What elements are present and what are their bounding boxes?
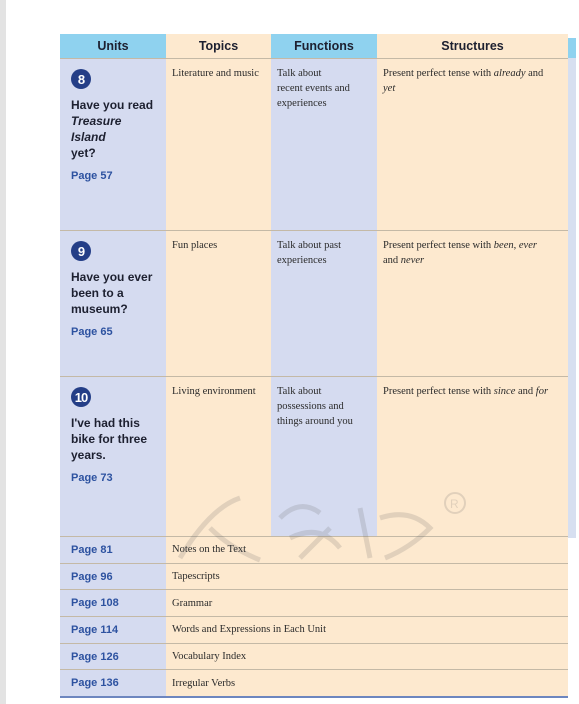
header-structures: Structures: [377, 34, 568, 58]
contents-table: [60, 34, 568, 698]
appendix-page[interactable]: Page 136: [60, 670, 166, 696]
appendix-row[interactable]: [60, 669, 568, 696]
unit-row-8[interactable]: [60, 58, 568, 230]
appendix-title: Notes on the Text: [166, 537, 568, 563]
unit-title: I've had this bike for three years.: [71, 416, 148, 462]
unit-page-link[interactable]: Page 65: [71, 326, 113, 338]
page-gutter: [0, 0, 6, 704]
unit-title: Have you ever been to a museum?: [71, 270, 153, 316]
unit-number-badge: 10: [71, 387, 91, 407]
unit-row-9[interactable]: [60, 230, 568, 376]
appendix-page[interactable]: Page 81: [60, 537, 166, 563]
unit-structures: Present perfect tense with since and for: [377, 377, 568, 536]
header-topics: Topics: [166, 34, 271, 58]
unit-page-link[interactable]: Page 57: [71, 170, 113, 182]
unit-structures: Present perfect tense with been, ever and never: [377, 231, 568, 376]
unit-page-link[interactable]: Page 73: [71, 472, 113, 484]
right-page-edge: [568, 38, 576, 538]
appendix-title: Vocabulary Index: [166, 644, 568, 670]
appendix-title: Grammar: [166, 590, 568, 616]
unit-number-badge: 8: [71, 69, 91, 89]
unit-functions: Talk about recent events and experiences: [271, 59, 377, 230]
unit-topic: Living environment: [166, 377, 271, 536]
unit-functions: Talk about past experiences: [271, 231, 377, 376]
appendix-page[interactable]: Page 126: [60, 644, 166, 670]
appendix-page[interactable]: Page 108: [60, 590, 166, 616]
appendix-title: Words and Expressions in Each Unit: [166, 617, 568, 643]
appendix-row[interactable]: [60, 536, 568, 563]
appendix-page[interactable]: Page 114: [60, 617, 166, 643]
unit-cell: [60, 377, 166, 536]
appendix-row[interactable]: [60, 589, 568, 616]
appendix-title: Tapescripts: [166, 564, 568, 590]
appendix-row[interactable]: [60, 616, 568, 643]
unit-functions: Talk about possessions and things around you: [271, 377, 377, 536]
appendix-row[interactable]: [60, 563, 568, 590]
header-units: Units: [60, 34, 166, 58]
right-page-edge-header: [568, 38, 576, 58]
unit-structures: Present perfect tense with already and yet: [377, 59, 568, 230]
unit-number-badge: 9: [71, 241, 91, 261]
table-header: [60, 34, 568, 58]
appendix-page[interactable]: Page 96: [60, 564, 166, 590]
unit-cell: [60, 231, 166, 376]
unit-cell: [60, 59, 166, 230]
unit-topic: Fun places: [166, 231, 271, 376]
unit-row-10[interactable]: [60, 376, 568, 536]
unit-topic: Literature and music: [166, 59, 271, 230]
appendix-title: Irregular Verbs: [166, 670, 568, 696]
table-bottom-rule: [60, 696, 568, 698]
appendix-row[interactable]: [60, 643, 568, 670]
header-functions: Functions: [271, 34, 377, 58]
unit-title: Have you read Treasure Island yet?: [71, 98, 154, 160]
